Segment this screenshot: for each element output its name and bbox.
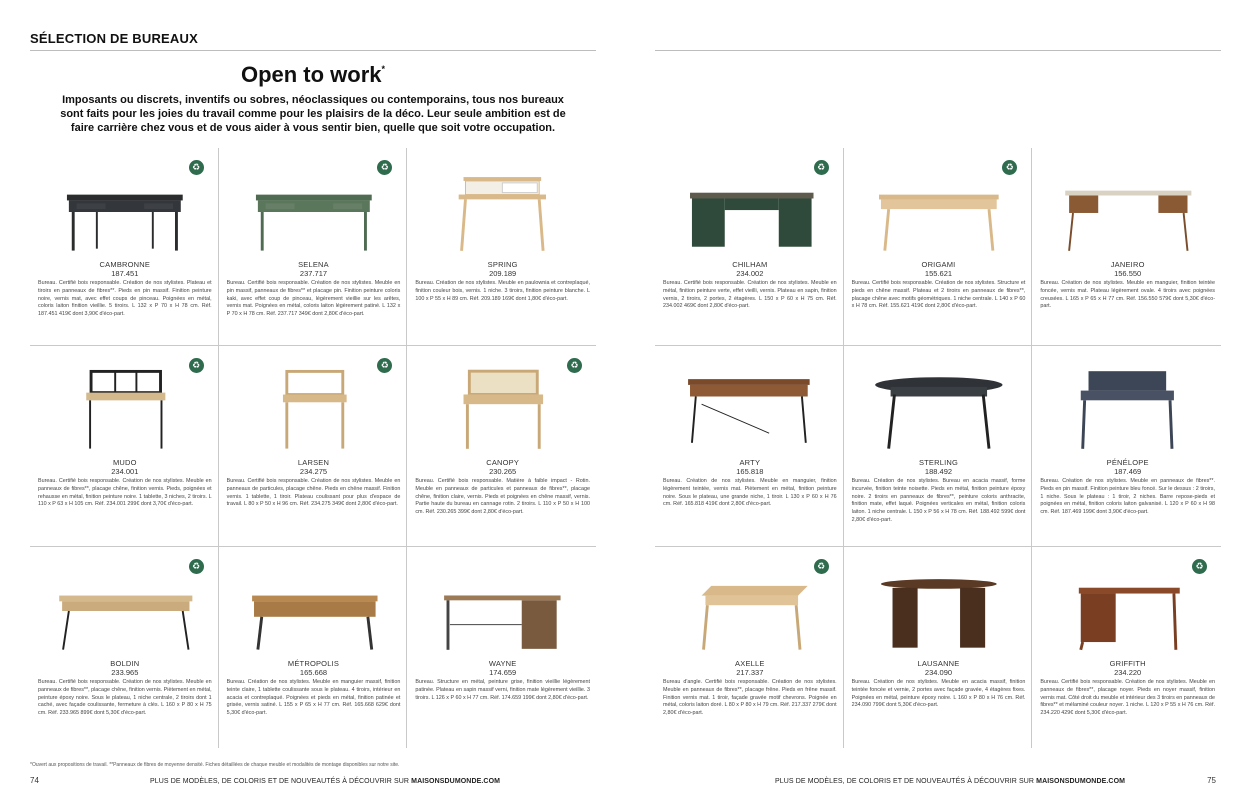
desk-image bbox=[663, 166, 837, 258]
product-ref: 165.668 bbox=[299, 668, 328, 677]
product-ref: 234.090 bbox=[924, 668, 953, 677]
product-card[interactable] bbox=[407, 346, 596, 547]
product-name: CANOPY bbox=[486, 458, 520, 467]
product-card[interactable] bbox=[30, 148, 219, 346]
product-description: Bureau. Certifié bois responsable. Création de nos stylistes. Meuble en panneaux de fibres**, placage chêne, finition vernis. Piètement en métal, peinture époxy noire. Sous le plateau, 1 niche centrale, 2 tiroirs dont 1 caché, avec façade coulissante, fermeture à clés. L 160 x P 80 x H 75 cm. Réf. 233.965 899€ dont 5,30€ d'éco-part. bbox=[38, 679, 212, 717]
product-name: ARTY bbox=[739, 458, 761, 467]
header-rule bbox=[30, 50, 596, 51]
product-card[interactable] bbox=[219, 346, 408, 547]
product-description: Bureau. Création de nos stylistes. Meuble en acacia massif, finition teintée foncée et vernie, 2 portes avec façade gravée, 4 étagères fixes. Poignées en métal, peinture époxy noire. L 160 x P 80 x H 76 cm. Réf. 234.090 799€ dont 5,30€ d'éco-part. bbox=[851, 679, 1026, 709]
desk-image bbox=[38, 565, 212, 657]
promo-text: PLUS DE MODÈLES, DE COLORIS ET DE NOUVEAUTÉS À DÉCOUVRIR SUR bbox=[775, 778, 1037, 785]
product-grid-right bbox=[655, 148, 1221, 748]
promo-text: PLUS DE MODÈLES, DE COLORIS ET DE NOUVEAUTÉS À DÉCOUVRIR SUR bbox=[150, 778, 412, 785]
product-name: STERLING bbox=[918, 458, 959, 467]
product-name: CHILHAM bbox=[732, 260, 768, 269]
product-card[interactable] bbox=[1032, 346, 1221, 547]
product-card[interactable] bbox=[655, 148, 844, 346]
right-page bbox=[625, 0, 1250, 803]
product-description: Bureau. Certifié bois responsable. Création de nos stylistes. Meuble en panneaux de particules, placage chêne. Pieds en chêne massif. Finition vernis. 1 tablette, 1 tiroir. Plateau coulissant pour plus d'espace de travail. L 80 x P 50 x H 96 cm. Réf. 234.275 349€ dont 2,80€ d'éco-part. bbox=[226, 478, 401, 508]
product-ref: 230.265 bbox=[489, 467, 517, 476]
desk-image bbox=[852, 166, 1026, 258]
product-name: WAYNE bbox=[488, 659, 517, 668]
product-card[interactable] bbox=[30, 346, 219, 547]
promo-line bbox=[775, 778, 1125, 785]
desk-image bbox=[38, 166, 212, 258]
product-ref: 174.659 bbox=[489, 668, 517, 677]
product-description: Bureau. Création de nos stylistes. Meuble en manguier massif, finition teinte claire, 1 tablette coulissante sous le plateau. 4 tiroirs, intérieur en acacia et contreplaqué. Poignées et pieds en métal, finition patinée et grisée, vernis satiné. L 155 x P 65 x H 77 cm. Réf. 165.668 629€ dont 5,30€ d'éco-part. bbox=[226, 679, 401, 717]
intro-text: Imposants ou discrets, inventifs ou sobres, néoclassiques ou contemporains, tous nos bureaux sont faits pour les joies du travail comme pour les plaisirs de la déco. Leur seule ambition est de faire carrière chez vous et de vous aider à vous sentir bien, quelle que soit votre occupation. bbox=[60, 94, 566, 134]
product-ref: 209.189 bbox=[489, 269, 517, 278]
eco-badge-icon: ♻ bbox=[189, 358, 204, 373]
product-name: SELENA bbox=[298, 260, 329, 269]
product-card[interactable] bbox=[30, 547, 219, 748]
desk-image bbox=[38, 364, 212, 456]
product-name: MUDO bbox=[112, 458, 137, 467]
eco-badge-icon: ♻ bbox=[1192, 559, 1207, 574]
product-ref: 188.492 bbox=[924, 467, 953, 476]
desk-image bbox=[415, 565, 590, 657]
product-ref: 234.220 bbox=[1114, 668, 1142, 677]
product-card[interactable] bbox=[655, 346, 844, 547]
page-number: 74 bbox=[30, 776, 39, 785]
product-description: Bureau. Certifié bois responsable. Création de nos stylistes. Meuble en panneaux de fibres**, placage noyer. Pieds en noyer massif, finition vernis mat. Côté droit du meuble et intérieur des 3 tiroirs en panneaux de fibres** et mélaminé couleur noyer. 1 niche. L 120 x P 55 x H 76 cm. Réf. 234.220 429€ dont 5,30€ d'éco-part. bbox=[1040, 679, 1215, 717]
product-card[interactable] bbox=[407, 148, 596, 346]
eco-badge-icon: ♻ bbox=[189, 160, 204, 175]
promo-site-link[interactable]: MAISONSDUMONDE.COM bbox=[411, 778, 501, 785]
section-title: SÉLECTION DE BUREAUX bbox=[30, 31, 198, 46]
desk-image bbox=[852, 364, 1026, 456]
desk-image bbox=[415, 364, 590, 456]
eco-badge-icon: ♻ bbox=[814, 160, 829, 175]
promo-site-link[interactable]: MAISONSDUMONDE.COM bbox=[1036, 778, 1126, 785]
product-ref: 234.001 bbox=[111, 467, 139, 476]
product-card[interactable] bbox=[844, 346, 1033, 547]
product-ref: 187.451 bbox=[111, 269, 139, 278]
eco-badge-icon: ♻ bbox=[567, 358, 582, 373]
product-description: Bureau. Structure en métal, peinture grise, finition vieillie légèrement patinée. Plateau en sapin massif verni, finition mate légèrement vieillie. 3 tiroirs. L 126 x P 60 x H 77 cm. Réf. 174.659 199€ dont 2,80€ d'éco-part. bbox=[415, 679, 590, 701]
eco-badge-icon: ♻ bbox=[1002, 160, 1017, 175]
headline-text: Open to work bbox=[240, 62, 382, 87]
desk-image bbox=[227, 364, 401, 456]
desk-image bbox=[852, 565, 1026, 657]
product-card[interactable] bbox=[844, 148, 1033, 346]
product-description: Bureau. Création de nos stylistes. Meuble en manguier, finition légèrement teintée, vernis mat. Piètement en métal, finition peinture noire. Sous le plateau, une grande niche, 1 tiroir. L 130 x P 60 x H 76 cm. Réf. 165.818 419€ dont 2,80€ d'éco-part. bbox=[663, 478, 837, 508]
product-name: AXELLE bbox=[735, 659, 765, 668]
headline bbox=[30, 62, 596, 88]
desk-image bbox=[663, 565, 837, 657]
desk-image bbox=[663, 364, 837, 456]
page-number: 75 bbox=[1207, 776, 1216, 785]
product-description: Bureau. Certifié bois responsable. Création de nos stylistes. Structure et pieds en chêne massif. Plateau et 2 tiroirs en panneaux de fibres**, placage chêne avec motifs géométriques. 1 niche centrale. L 140 x P 60 x H 78 cm. Réf. 155.621 419€ dont 2,80€ d'éco-part. bbox=[851, 280, 1026, 310]
headline-mark: * bbox=[381, 64, 386, 74]
product-card[interactable] bbox=[655, 547, 844, 748]
desk-image bbox=[1040, 166, 1215, 258]
eco-badge-icon: ♻ bbox=[189, 559, 204, 574]
product-ref: 234.002 bbox=[736, 269, 764, 278]
product-card[interactable] bbox=[219, 547, 408, 748]
product-description: Bureau. Certifié bois responsable. Création de nos stylistes. Plateau et tiroirs en panneaux de fibres**. Pieds en pin massif. Finition peinture noire, vernis mat, avec effet coups de pinceau. Poignées en métal, coloris laiton finition vieillie. 5 tiroirs. L 132 x P 70 x H 78 cm. Réf. 187.451 419€ dont 3,90€ d'éco-part. bbox=[38, 280, 212, 318]
product-card[interactable] bbox=[1032, 547, 1221, 748]
product-name: GRIFFITH bbox=[1109, 659, 1146, 668]
product-ref: 233.965 bbox=[111, 668, 139, 677]
product-card[interactable] bbox=[844, 547, 1033, 748]
product-name: LARSEN bbox=[297, 458, 330, 467]
product-description: Bureau. Création de nos stylistes. Meuble en manguier, finition teintée foncée, vernis mat. Plateau légèrement ovale. 4 tiroirs avec poignées creusées. L 165 x P 65 x H 77 cm. Réf. 156.550 579€ dont 5,30€ d'éco-part. bbox=[1040, 280, 1215, 310]
product-description: Bureau. Certifié bois responsable. Matière à faible impact - Rotin. Meuble en panneaux de particules et panneaux de fibres**, placage chêne, finition claire, vernis. Pieds et poignées en chêne massif, vernis. Partie haute du bureau en cannage rotin. 2 tiroirs. L 110 x P 50 x H 100 cm. Réf. 230.265 399€ dont 2,80€ d'éco-part. bbox=[415, 478, 590, 516]
product-name: PÉNÉLOPE bbox=[1106, 458, 1149, 467]
eco-badge-icon: ♻ bbox=[377, 160, 392, 175]
desk-image bbox=[227, 565, 401, 657]
product-description: Bureau. Certifié bois responsable. Création de nos stylistes. Meuble en pin massif, panneaux de fibres** et placage pin. Finition peinture coloris kaki, avec effet coup de pinceau, légèrement vieillie sur les arêtes, vernis mat. Poignées en métal, coloris laiton légèrement patiné. L 132 x P 70 x H 78 cm. Réf. 237.717 349€ dont 2,80€ d'éco-part. bbox=[226, 280, 401, 318]
product-grid-left bbox=[30, 148, 596, 748]
product-description: Bureau. Certifié bois responsable. Création de nos stylistes. Meuble en métal, finition peinture verte, effet vieilli, vernis. Plateau en sapin, finition vernis, 2 tiroirs, 2 portes, 2 étagères. L 150 x P 60 x H 75 cm. Réf. 234.002 469€ dont 2,80€ d'éco-part. bbox=[663, 280, 837, 310]
product-name: CAMBRONNE bbox=[99, 260, 151, 269]
product-name: LAUSANNE bbox=[917, 659, 960, 668]
product-ref: 165.818 bbox=[736, 467, 764, 476]
product-card[interactable] bbox=[407, 547, 596, 748]
product-description: Bureau. Création de nos stylistes. Meuble en panneaux de fibres**. Pieds en pin massif. Finition peinture bleu foncé. Sur le dessus : 2 tiroirs, 1 niche. Sous le plateau : 1 tiroir, 2 niches. Barre repose-pieds et poignées en métal, finition coloris laiton galvanisé. L 120 x P 60 x H 98 cm. Réf. 187.469 199€ dont 3,90€ d'éco-part. bbox=[1040, 478, 1215, 516]
promo-line bbox=[150, 778, 500, 785]
eco-badge-icon: ♻ bbox=[814, 559, 829, 574]
product-description: Bureau. Certifié bois responsable. Création de nos stylistes. Meuble en panneaux de fibres**, placage chêne, finition vernis. Pieds, poignées et rehausse en métal, finition peinture noire. 1 tablette, 3 niches, 2 tiroirs. L 110 x P 63 x H 105 cm. Réf. 234.001 299€ dont 3,70€ d'éco-part. bbox=[38, 478, 212, 508]
desk-image bbox=[227, 166, 401, 258]
product-name: MÉTROPOLIS bbox=[287, 659, 340, 668]
product-ref: 217.337 bbox=[736, 668, 764, 677]
product-name: SPRING bbox=[487, 260, 518, 269]
eco-badge-icon: ♻ bbox=[377, 358, 392, 373]
product-ref: 187.469 bbox=[1114, 467, 1142, 476]
product-name: ORIGAMI bbox=[921, 260, 956, 269]
product-name: JANEIRO bbox=[1110, 260, 1145, 269]
desk-image bbox=[415, 166, 590, 258]
product-card[interactable] bbox=[219, 148, 408, 346]
product-ref: 156.550 bbox=[1114, 269, 1142, 278]
product-description: Bureau d'angle. Certifié bois responsable. Création de nos stylistes. Meuble en panneaux de fibres**, placage frêne. Pieds en frêne massif. Finition vernis mat. 1 tiroir, façade gravée motif chevrons. Poignée en métal, coloris laiton doré. L 80 x P 80 x H 79 cm. Réf. 217.337 279€ dont 2,80€ d'éco-part. bbox=[663, 679, 837, 717]
product-description: Bureau. Création de nos stylistes. Meuble en paulownia et contreplaqué, finition couleur bois, vernis. 1 niche. 3 tiroirs, finition peinture blanche. L 100 x P 55 x H 89 cm. Réf. 209.189 169€ dont 1,80€ d'éco-part. bbox=[415, 280, 590, 302]
header-rule bbox=[655, 50, 1221, 51]
product-ref: 237.717 bbox=[299, 269, 328, 278]
footnote: *Ouvert aux propositions de travail. **Panneaux de fibres de moyenne densité. Fiches détaillées de chaque meuble et modalités de montage disponibles sur notre site. bbox=[30, 762, 400, 768]
product-name: BOLDIN bbox=[110, 659, 140, 668]
product-card[interactable] bbox=[1032, 148, 1221, 346]
product-description: Bureau. Création de nos stylistes. Bureau en acacia massif, forme incurvée, finition teinte noisette. Pieds en métal, finition peinture époxy noire. 2 tiroirs en panneaux de fibres**, peinture coloris anthracite, finition mate, effet laqué. Poignées verticales en métal, finition coloris laiton. 1 niche centrale. L 150 x P 56 x H 78 cm. Réf. 188.492 599€ dont 2,80€ d'éco-part. bbox=[851, 478, 1026, 523]
desk-image bbox=[1040, 565, 1215, 657]
product-ref: 234.275 bbox=[299, 467, 328, 476]
product-ref: 155.621 bbox=[924, 269, 953, 278]
desk-image bbox=[1040, 364, 1215, 456]
